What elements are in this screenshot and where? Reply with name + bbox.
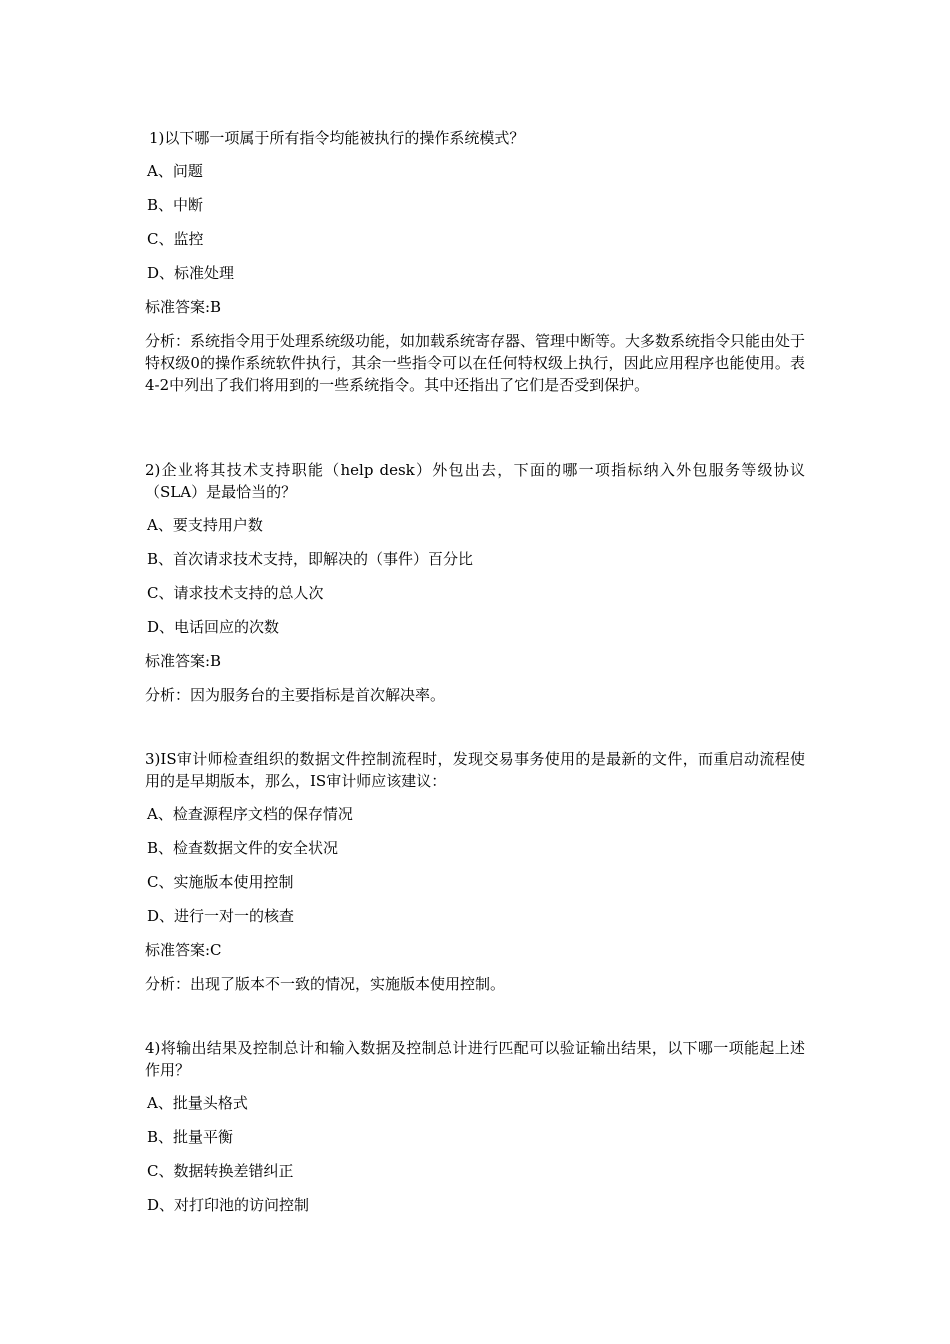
question-block-1 <box>145 127 805 396</box>
option-a: A、问题 <box>147 162 203 180</box>
option-d: D、标准处理 <box>147 264 235 282</box>
standard-answer: 标准答案:C <box>145 941 222 959</box>
question-text: 3)IS审计师检查组织的数据文件控制流程时，发现交易事务使用的是最新的文件，而重启动流程使用的是早期版本，那么，IS审计师应该建议： <box>145 750 805 790</box>
option-a: A、检查源程序文档的保存情况 <box>147 805 353 823</box>
standard-answer: 标准答案:B <box>145 298 222 316</box>
question-block-2 <box>145 459 805 706</box>
option-b: B、检查数据文件的安全状况 <box>147 839 339 857</box>
option-d: D、对打印池的访问控制 <box>147 1196 310 1214</box>
option-c: C、实施版本使用控制 <box>147 873 294 891</box>
analysis-text: 分析：出现了版本不一致的情况，实施版本使用控制。 <box>145 975 506 993</box>
question-text: 2)企业将其技术支持职能（help desk）外包出去，下面的哪一项指标纳入外包服务等级协议（SLA）是最恰当的？ <box>145 461 805 501</box>
question-block-4 <box>145 1037 805 1229</box>
option-a: A、批量头格式 <box>147 1094 248 1112</box>
option-d: D、进行一对一的核查 <box>147 907 295 925</box>
option-c: C、请求技术支持的总人次 <box>147 584 324 602</box>
question-text: 4)将输出结果及控制总计和输入数据及控制总计进行匹配可以验证输出结果，以下哪一项能起上述作用？ <box>145 1039 805 1079</box>
option-c: C、监控 <box>147 230 204 248</box>
option-a: A、要支持用户数 <box>147 516 263 534</box>
option-d: D、电话回应的次数 <box>147 618 280 636</box>
option-b: B、批量平衡 <box>147 1128 234 1146</box>
option-b: B、中断 <box>147 196 204 214</box>
option-c: C、数据转换差错纠正 <box>147 1162 294 1180</box>
option-b: B、首次请求技术支持，即解决的（事件）百分比 <box>147 550 474 568</box>
analysis-text: 分析：系统指令用于处理系统级功能，如加载系统寄存器、管理中断等。大多数系统指令只能由处于特权级0的操作系统软件执行，其余一些指令可以在任何特权级上执行，因此应用程序也能使用。表4-2中列出了我们将用到的一些系统指令。其中还指出了它们是否受到保护。 <box>145 332 806 394</box>
question-text: 1)以下哪一项属于所有指令均能被执行的操作系统模式？ <box>149 129 525 147</box>
standard-answer: 标准答案:B <box>145 652 222 670</box>
question-block-3 <box>145 748 805 995</box>
analysis-text: 分析：因为服务台的主要指标是首次解决率。 <box>145 686 446 704</box>
